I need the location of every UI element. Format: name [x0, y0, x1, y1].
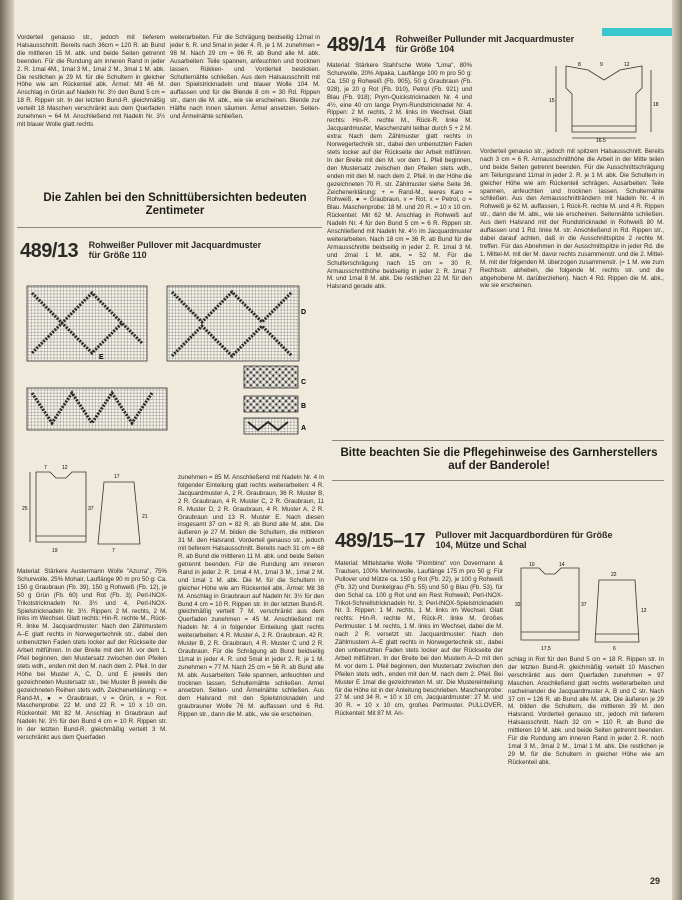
chart-c	[244, 366, 298, 388]
p14-left-column	[327, 62, 472, 293]
pattern-title: Pullover mit Jacquardbordüren für Größe 104, Mütze und Schal	[435, 530, 613, 550]
divider	[17, 227, 322, 228]
dim-top-a: 10	[529, 562, 535, 568]
p14-right-text: Vorderteil genauso str., jedoch mit spitzem Halsausschnitt. Bereits nach 3 cm = 6 R. Armausschnitthöhe die Arbeit in der Mitte teilen und beide Seiten getrennt beenden. Für die Ausschnittschrägung am Teilungsrand 11mal in jeder 2. R. je 1 M. abk. Die Schultern in gleicher Höhe wie am Rückenteil schrägen. Ausarbeiten: Teile spannen, anfeuchten und trocknen lassen. Schulternähte schließen. Aus den Armausschnitträndern mit Nadeln Nr. 4 in Rohweiß je 62 M. auffassen, 1 Rück-R. rechte M. und 4 R. Rippen str., dann die M. abk., wie sie erscheinen. Seitennähte schließen. Aus dem Halsrand mit der Rundstricknadel in Rohweiß 80 M. auffassen und 1 Rd. linke M. str. Anschließend in Rd. Rippen str., dabei darauf achten, daß in die Ausschnittspitze 2 rechte M. treffen. Für das Abnehmen in der Ausschnittspitze in jeder Rd. die 1. Mittel-M. mit der M. davor rechts zusammenstr. und die 2. Mittel-M. mit der folgenden M. überzogen zusammenstr. (= 1 M. wie zum Rechtsstr. abheben, die folgende M. rechts str. und die abgehobene M. darüberziehen). Nach 4 Rd. Rippen die M. abk., wie sie erscheinen.	[480, 148, 664, 290]
schematic-489-14	[548, 62, 660, 142]
dim-bottom: 19	[52, 548, 58, 554]
sleeve-top: 22	[611, 572, 617, 578]
schematic-489-13	[22, 462, 152, 562]
header-489-14	[327, 34, 627, 57]
dim-top-b: 14	[559, 562, 565, 568]
pattern-title: Rohweißer Pullunder mit Jacquardmuster für Größe 104	[395, 34, 575, 54]
label-e: E	[99, 354, 104, 361]
divider	[332, 440, 664, 441]
banner-measurements: Die Zahlen bei den Schnittübersichten bedeuten Zentimeter	[43, 192, 307, 217]
sleeve-bottom: 6	[613, 646, 616, 652]
schematic-489-15	[515, 560, 665, 652]
sleeve-bottom: 7	[112, 548, 115, 554]
p15-right-text: schlag in Rot für den Bund 5 cm = 18 R. Rippen str. In der letzten Bund-R. gleichmäßig verteilt 10 Maschen verschränkt aus dem Querfaden zunehmen = 97 Maschen. Anschließend glatt rechts weiterarbeiten und nacheinander die Jacquardmuster A, B und C str. Nach 37 cm = 126 R. ab Bund alle M. abk. Die äußeren je 29 M. bilden die Schultern, die mittleren 39 M. den Halsrand. Vorderteil genauso str., jedoch mit tieferem Halsausschnitt. Nach 32 cm = 110 R. ab Bund die mittleren 19 M. abk. und beide Seiten getrennt beenden. Für die Rundung am inneren Rand in jeder 2. R. noch 1mal 3 M., 3mal 2 M., 1mal 1 M. abk. Die restlichen je 29 M. für die Schultern in gleicher Höhe wie am Rückenteil abk.	[508, 656, 664, 766]
text-top-left: Vorderteil genauso str., jedoch mit tieferem Halsausschnitt. Bereits nach 36cm = 120 R. ab Bund die mittleren 15 M. abk. und beide Seiten getrennt beenden. Für die Rundung am inneren Rand in jeder 2. R. 1mal 4M., 1mal 3 M., 1mal 2 M., 3mal 1 M. abk. Die restlichen je 29 M. für die Schultern in gleicher Höhe wie am Rückenteil abk. Ärmel: Mit 46 M. Anschlag in Grün auf Nadeln Nr. 3½ den Bund 5 cm = 18 R. Rippen str. In der letzten Bund-R. gleichmäßig verteilt 18 Maschen verschränkt aus dem Querfaden zunehmen = 64 M. Anschließend mit Nadeln Nr. 3½ mit blauer Wolle glatt rechts	[17, 34, 165, 128]
p13-left-text: Material: Stärkere Austermann Wolle "Azurra", 75% Schurwolle, 25% Mohair, Lauflänge 90 m pro 50 g: Ca. 150 g Graubraun (Fb. 39), 150 g Rohweiß (Fb. 12), je 50 g Grün (Fb. 60) und Rot (Fb. 3); Perl-INOX-Trikotstricknadeln Nr. 3½ und 4, Perl-INOX-Spielstricknadeln Nr. 3½. Rippen: 2 M. rechts, 2 M. links im Wechsel. Glatt rechts: Hin-R. rechte M., Rück-R. linke M. Jacquardmuster: Nach den Zählmustern A–E glatt rechts in Norwegertechnik str., dabei den unbenutzten Faden stets locker auf der Rückseite der Arbeit mitführen. In der Breite mit den M. vor dem 1. Pfeil beginnen, den Mustersatz zwischen den Pfeilen stets wdh., enden mit den M. nach dem 2. Pfeil. In der Höhe bei Muster A, C, D, und E jeweils den gezeichneten Mustersatz str., bei Muster B jeweils die gezeichneten Reihen stets wdh. Zeichenerklärung: ▫ = Rand-M., ● = Graubraun, v = Grün, x = Rot. Maschenprobe: 22 M. und 22 R. = 10 x 10 cm. Rückenteil: Mit 82 M. Anschlag in Graubraun auf Nadeln Nr. 3½ für den Bund 4 cm = 10 R. Rippen str. In der letzten Bund-R. gleichmäßig verteilt 3 M. verschränkt aus dem Querfaden	[17, 568, 167, 742]
p14-left-text: Material: Stärkere Stahl'sche Wolle "Lima", 80% Schurwolle, 20% Alpaka, Lauflänge 100 m pro 50 g: Ca. 150 g Rohweiß (Fb. 905), 50 g Graubraun (Fb. 928), je 20 g Rot (Fb. 910), Petrol (Fb. 921) und Blau (Fb. 918); Prym-Quickstricknadeln Nr. 4 und 4½, eine 40 cm lange Prym-Rundstricknadel Nr. 4. Rippen: 2 M. rechts, 2 M. links im Wechsel. Glatt rechts: Hin-R. rechte M., Rück-R. linke M. Jacquardmuster, Maschenzahl teilbar durch 5 + 2 M. extra: Nach dem Zählmuster glatt rechts in Norwegertechnik str., dabei den unbenutzten Faden stets locker auf der Rückseite der Arbeit mitführen. In der Breite mit den M. vor dem 1. Pfeil beginnen, den Mustersatz zwischen den Pfeilen stets wdh., enden mit den M. nach dem 2. Pfeil. In der Höhe die gezeichneten 70 R. str. Zählmuster siehe Seite 36. Zeichenerklärung: + = Rand-M., leeres Karo = Rohweiß, ● = Graubraun, v = Rot, x = Petrol, o = Blau. Maschenprobe: 18 M. und 20 R. = 10 x 10 cm. Rückenteil: Mit 62 M. Anschlag in Rohweiß auf Nadeln Nr. 4 für den Bund 5 cm = 6 R. Rippen str. Anschließend mit Nadeln Nr. 4½ im Jacquardmuster weiterarbeiten. Nach 18 cm = 36 R. ab Bund für die Armausschnitte beidseitig in jeder 2. R. 1mal 3 M. und 2mal 1 M. abk. = 52 M. Für die Schulterschrägung nach 15 cm = 30 R. Armausschnitthöhe beidseitig in jeder 2. R. 1mal 7 M. und 1mal 8 M. abk. Die restlichen 22 M. für den Halsrand gerade abk.	[327, 62, 472, 291]
dim-right: 37	[581, 602, 587, 608]
pattern-number: 489/15–17	[335, 530, 426, 552]
jacquard-charts	[22, 278, 322, 448]
dim-left: 32	[515, 602, 521, 608]
divider	[332, 480, 664, 481]
p15-left-column	[335, 560, 503, 720]
dim-top-c: 12	[624, 62, 630, 68]
dim-mid: 15	[549, 98, 555, 104]
banner-care: Bitte beachten Sie die Pflegehinweise des Garnherstellers auf der Banderole!	[340, 447, 658, 472]
label-a: A	[301, 425, 307, 432]
top-left-column	[17, 34, 165, 131]
p15-left-text: Material: Mittelstarke Wolle "Piombino" von Dovermann & Traulsen, 100% Merinowolle, Lauflänge 175 m pro 50 g: Für Pullover und Mütze ca. 150 g Rot (Fb. 22), je 100 g Rohweiß (Fb. 32) und Dunkelgrau (Fb. 55) und 50 g Blau (Fb. 53), für den Schal ca. 100 g Rot und ein Rest Rohweiß; Perl-INOX-Trikot-Schnellstricknadeln Nr. 3; Perl-INOX-Spielstricknadeln Nr. 3. Rippen: 1 M. rechts, 1 M. links im Wechsel. Glatt rechts: Hin-R. rechte M., Rück-R. linke M. Großes Perlmuster: 1 M. rechts, 1 M. links im Wechsel, dabei die M. nach 2 R. versetzt str. Jacquardmuster: Nach den Zählmustern A–E glatt rechts in Norwegertechnik str., dabei den unbenutzten Faden stets locker auf der Rückseite der Arbeit mitführen. In der Breite bei den Mustern A–D mit den M. vor dem 1. Pfeil beginnen, den Mustersatz zwischen den Pfeilen stets wdh., enden mit den M. nach dem 2. Pfeil. Bei Muster E 1mal die gezeichneten M. str. Die Mustereinteilung für die Höhe ist in der Anleitung beschrieben. Maschenprobe: 27 M. und 34 R. = 10 x 10 cm, Jacquardmuster: 27 M. und 30 R. = 10 x 10 cm, großes Perlmuster. PULLOVER, Rückenteil: Mit 87 M. An-	[335, 560, 503, 718]
page-number: 29	[650, 876, 661, 886]
header-489-15	[335, 530, 665, 553]
p13-right-column	[178, 474, 324, 721]
chart-b	[27, 388, 167, 430]
p13-left-column	[17, 568, 167, 744]
label-c: C	[301, 379, 307, 386]
label-d: D	[301, 309, 307, 316]
page-binding	[0, 0, 14, 900]
pattern-number: 489/13	[20, 240, 79, 262]
dim-top-b: 9	[600, 62, 603, 68]
chart-d	[167, 286, 299, 361]
page-edge	[672, 0, 682, 900]
sleeve-top: 17	[114, 474, 120, 480]
p15-right-column	[508, 656, 664, 769]
dim-top-a: 8	[578, 62, 581, 68]
dim-side: 37	[88, 506, 94, 512]
text-top-mid: weiterarbeiten. Für die Schrägung beidseitig 12mal in jeder 6. R. und 5mal in jeder 4. R. je 1 M. zunehmen = 98 M. Nach 29 cm = 96 R. ab Bund alle M. abk. Ausarbeiten: Teile spannen, anfeuchten und trocknen lassen. Rükken- und Vorderteil besticken. Schulternähte schließen. Aus dem Halsausschnitt mit den Spielstricknadeln und blauer Wolle 104 M. auffassen und für die Blende 8 cm = 30 Rd. Rippen str., dann die M. abk., wie sie erscheinen. Blende zur Hälfte nach innen säumen. Ärmel ansetzen. Seiten- und Ärmelnähte schließen.	[170, 34, 320, 121]
pattern-number: 489/14	[327, 34, 386, 56]
dim-left: 25	[22, 506, 28, 512]
p13-right-text: zunehmen = 85 M. Anschließend mit Nadeln Nr. 4 in folgender Einteilung glatt rechts weiterarbeiten: 4 R. Jacquardmuster A, 2 R. Graubraun, 36 R. Muster B, 2 R. Graubraun, 4 R. Muster C, 2 R. Graubraun, 11 R. Muster D, 2 R. Graubraun, 4 R. Muster A, 2 R. Graubraun und 13 R. Muster E. Nach diesen insgesamt 37 cm = 82 R. ab Bund alle M. abk. Die äußeren je 27 M. bilden die Schultern, die mittleren 31 M. den Halsrand. Vorderteil genauso str., jedoch mit tieferem Halsausschnitt. Bereits nach 31 cm = 68 R. ab Bund die mittleren 11 M. abk. und beide Seiten getrennt beenden. Für die Rundung am inneren Rand in jeder 2. R. 1mal 4 M., 1mal 3 M., 1mal 2 M. und 1mal 1 M. abk. Die M. für die Schultern in gleicher Höhe wie am Rückenteil abk. Ärmel: Mit 38 M. Anschlag in Graubraun auf Nadeln Nr. 3½ für den Bund 4 cm = 10 R. Rippen str. In der letzten Bund-R. gleichmäßig verteilt 7 M. verschränkt aus dem Querfaden zunehmen = 45 M. Anschließend mit Nadeln Nr. 4 in folgender Einteilung glatt rechts weiterarbeiten: 4 R. Muster A, 2 R. Graubraun, 42 R. Muster B, 2 R. Graubraun, 4 R. Muster C und 2 R. Graubraun. Für die Schrägung ab Bund beidseitig 11mal in jeder 4. R. und 5mal in jeder 2. R. je 1 M. zunehmen = 77 M. Nach 25 cm = 56 R. ab Bund alle M. abk. Ausarbeiten: Teile spannen, anfeuchten und trocknen lassen. Schulternähte schließen. Armel ansetzen. Seiten- und Ärmelnähte schließen. Aus dem Halsrand mit den Spielstricknadeln und graubrauner Wolle 76 M. auffassen und 6 Rd. Rippen str., dann die M. abk., wie sie erscheinen.	[178, 474, 324, 719]
sleeve-side: 12	[641, 608, 647, 614]
sleeve-side: 21	[142, 514, 148, 520]
dim-side: 18	[653, 102, 659, 108]
header-489-13	[20, 240, 320, 263]
dim-bottom: 16,5	[596, 138, 606, 142]
dim-bottom: 17,5	[541, 646, 551, 652]
label-b: B	[301, 403, 307, 410]
dim-top: 7	[44, 465, 47, 471]
dim-mid: 12	[62, 465, 68, 471]
p14-right-column	[480, 148, 664, 292]
pattern-title: Rohweißer Pullover mit Jacquardmuster für Größe 110	[88, 240, 262, 260]
top-mid-column	[170, 34, 320, 123]
